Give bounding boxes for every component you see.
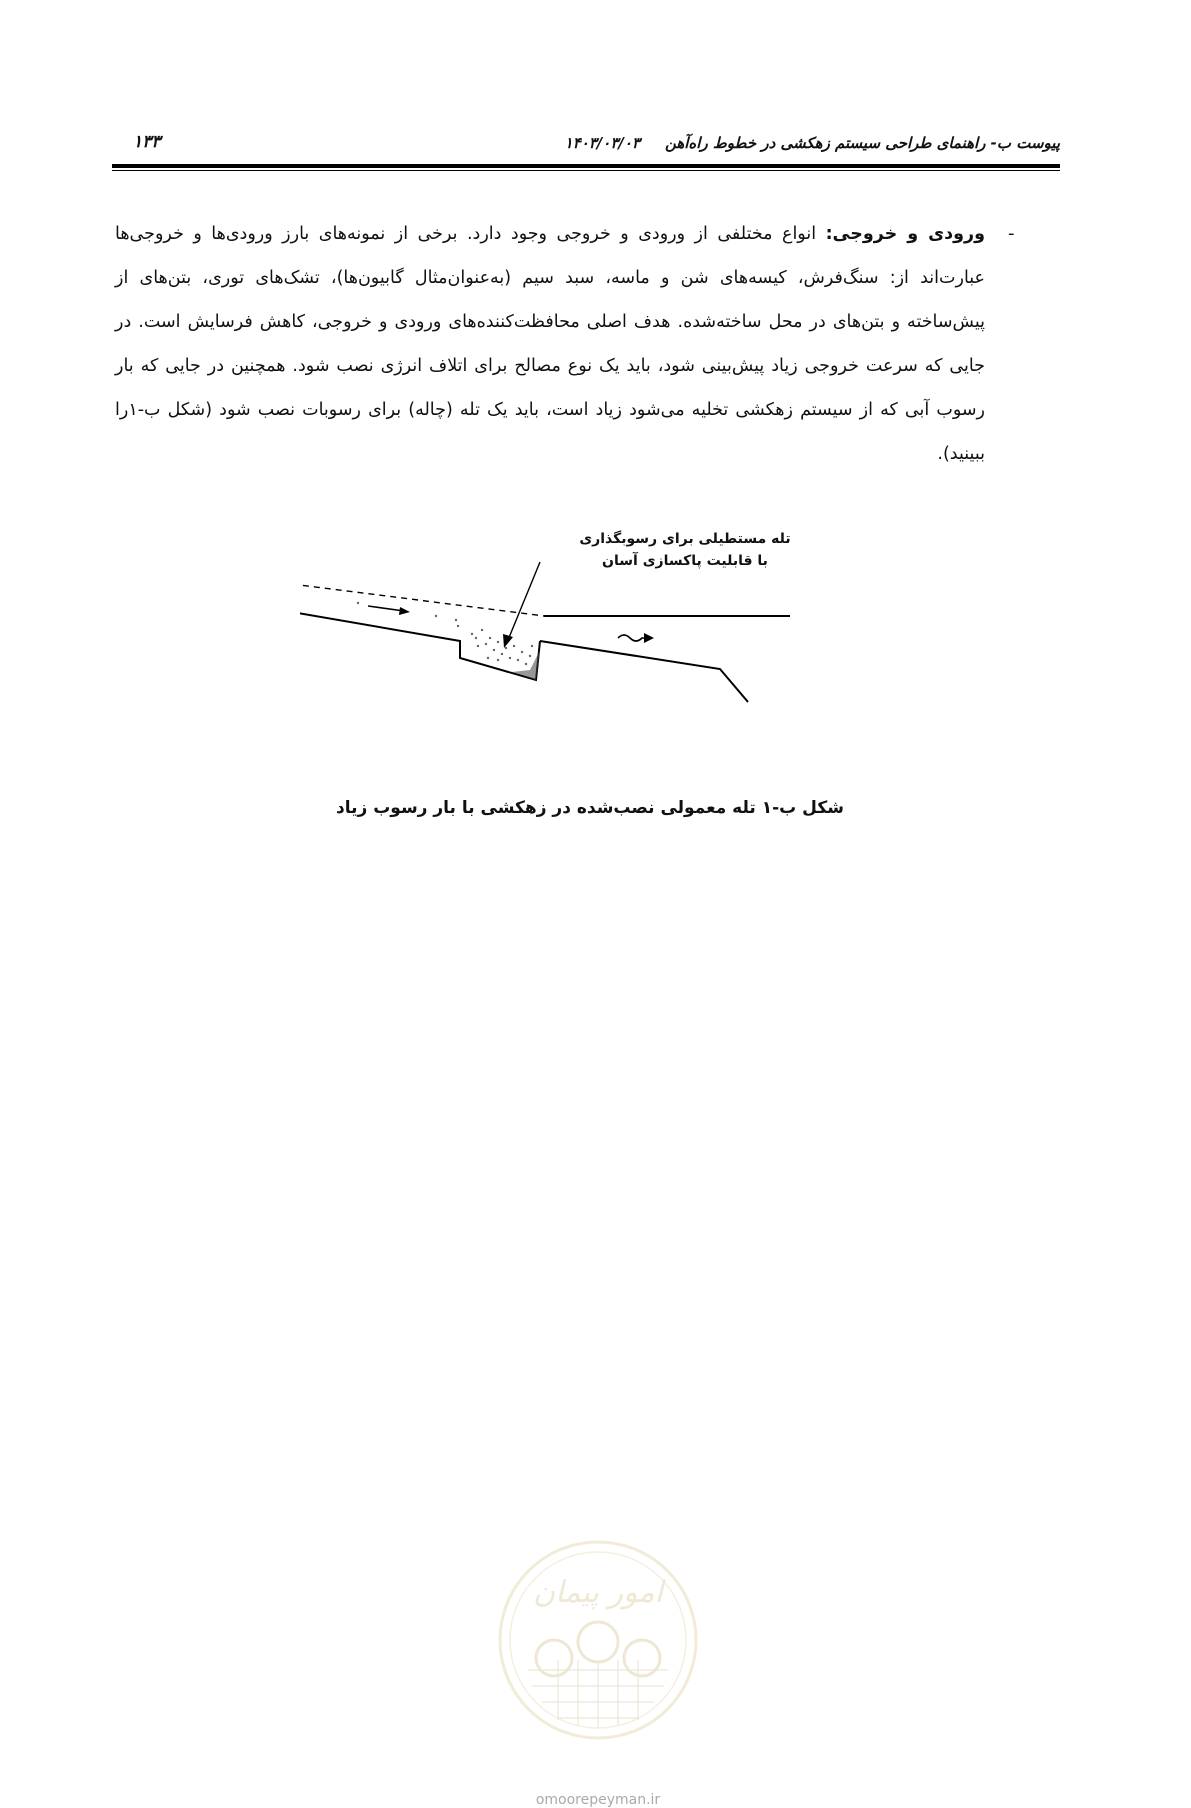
header-rule-thin — [112, 170, 1060, 171]
sediment-trap-diagram — [300, 520, 880, 780]
flow-arrowhead-upstream — [399, 607, 410, 615]
flow-arrowhead-downstream — [644, 633, 654, 643]
water-surface-dashed — [300, 584, 544, 616]
header-date: ۱۴۰۳/۰۳/۰۳ — [564, 134, 640, 152]
term-inlet-outlet: ورودی و خروجی: — [825, 224, 985, 244]
bullet-dash: - — [1008, 223, 1015, 244]
callout-arrowhead — [503, 634, 513, 648]
paragraph-text: انواع مختلفی از ورودی و خروجی وجود دارد. برخی از نمونه‌های بارز ورودی‌ها و خروجی‌ها عبارت‌اند از: سنگ‌فرش، کیسه‌های شن و ماسه، سبد سیم (به‌عنوان‌مثال گابیون‌ها)، تشک‌های توری، بتن‌های از پیش‌ساخته و بتن‌های در محل ساخته‌شده. هدف اصلی محافظت‌کننده‌های ورودی و خروجی، کاهش فرسایش است. در جایی که سرعت خروجی زیاد پیش‌بینی شود، باید یک نوع مصالح برای اتلاف انرژی نصب شود. همچنین در جایی که بار رسوب آبی که از سیستم زهکشی تخلیه می‌شود زیاد است، باید یک تله (چاله) برای رسوبات نصب شود (شکل ب-۱را ببینید). — [115, 224, 985, 464]
channel-bed-downstream — [540, 641, 748, 702]
callout-leader — [508, 562, 540, 640]
header-title: پیوست ب- راهنمای طراحی سیستم زهکشی در خطوط راه‌آهن — [664, 134, 1060, 152]
watermark-logo-text: امور پیمان — [533, 1575, 663, 1610]
watermark-logo — [488, 1530, 708, 1760]
flow-arrow-upstream — [368, 606, 404, 611]
sediment-particles — [357, 602, 533, 665]
callout-line-1: تله مستطیلی برای رسوبگذاری — [579, 531, 791, 547]
callout-line-2: با قابلیت پاکسازی آسان — [602, 553, 768, 569]
page-number: ۱۳۳ — [133, 132, 161, 152]
figure-caption: شکل ب-۱ تله معمولی نصب‌شده در زهکشی با بار رسوب زیاد — [336, 798, 844, 818]
watermark-url: omoorepeyman.ir — [535, 1792, 661, 1808]
body-paragraph — [115, 212, 985, 476]
header-rule-thick — [112, 164, 1060, 168]
page-header — [115, 128, 1060, 158]
